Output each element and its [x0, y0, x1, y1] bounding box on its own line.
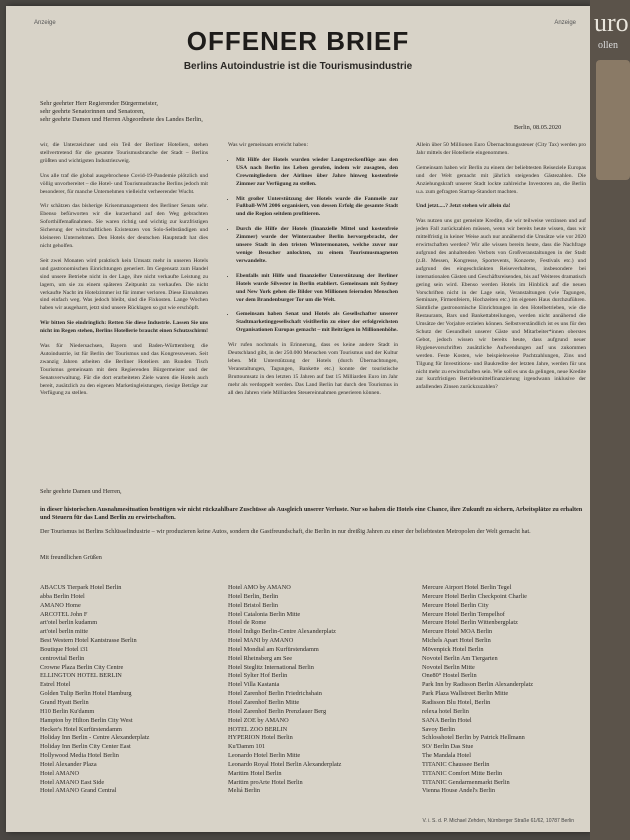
- signatory-hotel: Hotel Bristol Berlin: [228, 601, 279, 609]
- signatory-hotel: Hotel Indigo Berlin-Centre Alexanderplatz: [228, 628, 336, 636]
- newspaper-page: [6, 6, 590, 832]
- signatory-hotel: Hotel Zarenhof Berlin Friedrichshain: [228, 690, 322, 698]
- signatory-hotel: ELLINGTON HOTEL BERLIN: [40, 672, 122, 680]
- signatory-hotel: Vienna House Andel's Berlin: [422, 787, 495, 795]
- signatory-hotel: Boutique Hotel i31: [40, 645, 89, 653]
- signatory-hotel: Mercure Hotel MOA Berlin: [422, 628, 493, 636]
- signatory-hotel: Golden Tulip Berlin Hotel Hamburg: [40, 690, 132, 698]
- adjacent-page-text: uro: [594, 8, 629, 37]
- signatory-hotel: Radisson Blu Hotel, Berlin: [422, 698, 491, 706]
- signatory-hotel: Mercure Airport Hotel Berlin Tegel: [422, 584, 512, 591]
- signatory-hotel: Novotel Berlin Am Tiergarten: [422, 654, 498, 662]
- signatory-hotel: SANA Berlin Hotel: [422, 716, 472, 724]
- achievements-outro: Wir rufen nochmals in Erinnerung, dass es keine andere Stadt in Deutschland gibt, in der 250.000 Menschen vom Tourismus und der Kultur leben. Mit Unterstützung der Hotels (durch Übernachtungen, Veranstaltungen, Tagungen, Bankette etc.) konnte der touristische Bruttoumsatz in den letzten 15 Jahren auf fast 15 Milliarden Euro im Jahr mehr als verdoppelt werden. Das Land Berlin hat durch den Tourismus in all den Jahren viele Milliarden Steuereinnahmen generieren können.: [228, 342, 398, 396]
- signatory-hotel: Mercure Hotel Berlin Wittenbergplatz: [422, 619, 518, 627]
- paragraph: Was für Niedersachsen, Bayern und Baden-Württemberg die Autoindustrie, ist für Berlin der Tourismus und das Kongresswesen. Seit zwanzig Jahren arbeiten die Berliner Hoteliers am Runden Tisch Tourismus gemeinsam mit dem Regierenden Bürgermeister und der Senatsverwaltung. Für die dort erarbeiteten Ziele waren die Hotels auch bereit, zusätzlich zu den eigenen Marketingleistungen, riesige Beträge zur Verfügung zu stellen.: [40, 343, 208, 397]
- signatory-hotel: One80° Hostel Berlin: [422, 672, 477, 680]
- salutation: [40, 100, 203, 125]
- paragraph: Gemeinsam haben wir Berlin zu einem der beliebtesten Reiseziele Europas und der Welt gemacht mit jährlich steigenden Gästezahlen. Die Anziehungskraft unserer Stadt lockte zahlreiche Investoren an, die Berlin u.a. zum gefragten Startup-Standort machten.: [416, 164, 586, 195]
- signatory-hotel: Mövenpick Hotel Berlin: [422, 645, 484, 653]
- paragraph: wir, die Unterzeichner und ein Teil der Berliner Hoteliers, stehen stellvertretend für die gesamte Tourismusbranche der Stadt – Berlins größten und wichtigsten Industriezweig.: [40, 142, 208, 164]
- signatory-hotel: TITANIC Chaussee Berlin: [422, 760, 490, 768]
- letter-subtitle: Berlins Autoindustrie ist die Tourismusindustrie: [183, 61, 413, 72]
- achievements-intro: Was wir gemeinsam erreicht haben:: [228, 142, 309, 148]
- paragraph: Uns alle traf die global ausgebrochene Covid-19-Pandemie plötzlich und völlig unvorbereitet – die Hotel- und Tourismusbranche Berlins jedoch mit besonderer, für manche Unternehmen vielleicht verheerender Wucht.: [40, 172, 208, 195]
- signatory-hotel: TITANIC Comfort Mitte Berlin: [422, 769, 503, 777]
- signatory-hotel: Mercure Hotel Berlin City: [422, 601, 489, 609]
- ad-label-left: Anzeige: [34, 20, 56, 26]
- paragraph: Und jetzt.....? Jetzt stehen wir allein da!: [416, 203, 511, 210]
- imprint: V. i. S. d. P. Michael Zehden, Nürnberger Straße 61/62, 10787 Berlin: [422, 818, 574, 824]
- signatory-hotel: Hotel Zarenhof Berlin Mitte: [228, 698, 300, 706]
- signatory-hotel: SO/ Berlin Das Stue: [422, 743, 474, 751]
- signatory-hotel: ABACUS Tierpark Hotel Berlin: [40, 584, 122, 591]
- signatory-list-2: [228, 584, 341, 796]
- signatory-hotel: Hollywood Media Hotel Berlin: [40, 752, 119, 760]
- signatory-hotel: Ku'Damm 101: [228, 743, 265, 751]
- letter-date: Berlin, 08.05.2020: [514, 124, 562, 131]
- signatory-hotel: ARCOTEL John F: [40, 610, 88, 618]
- signatory-hotel: Hotel AMO by AMANO: [228, 584, 291, 591]
- adjacent-page-word: ollen: [598, 40, 618, 51]
- signatory-hotel: HYPERION Hotel Berlin: [228, 734, 293, 742]
- closing-regards: Mit freundlichen Grüßen: [40, 554, 102, 561]
- salutation-line: Sehr geehrter Herr Regierender Bürgermeister,: [40, 100, 158, 107]
- signatory-hotel: relexa hotel Berlin: [422, 707, 469, 715]
- signatory-hotel: abba Berlin Hotel: [40, 592, 85, 600]
- signatory-hotel: AMANO Home: [40, 601, 81, 609]
- signatory-hotel: Schlosshotel Berlin by Patrick Hellmann: [422, 734, 525, 742]
- signatory-hotel: Hotel Villa Kastania: [228, 681, 280, 689]
- closing-greeting: Sehr geehrte Damen und Herren,: [40, 488, 122, 495]
- text-column-1: [40, 142, 208, 405]
- signatory-hotel: Hotel Sylter Hof Berlin: [228, 672, 288, 680]
- signatory-list-1: [40, 584, 149, 796]
- signatory-hotel: Hotel AMANO Grand Central: [40, 787, 117, 795]
- signatory-hotel: Hotel ZOE by AMANO: [228, 716, 289, 724]
- signatory-list-3: [422, 584, 533, 796]
- paragraph: Was nutzen uns gut gemeinte Kredite, die wir teilweise verzinsen und auf jeden Fall zurückzahlen müssen, wenn wir bereits heute wissen, dass wir mittelfristig in keiner Weise auch nur annähernd die Umsätze wie vor 2020 erwirtschaften werden? Wir alle wissen bereits heute, dass die Nachfrage aufgrund des anhaltenden Verbots von Großveranstaltungen in der Stadt (z.B. Messen, Kongresse, Sportevents, Konzerte, Festivals etc.) und aufgrund des eingeschränkten Reiseverhaltens, insbesondere bei internationalen Gästen und Geschäftsreisenden, bis auf Weiteres dramatisch gering sein wird. Ebenso werden Hotels im Hinblick auf die neuen Vorschriften nicht in der Lage sein, Veranstaltungen (wie Tagungen, Seminare, Firmenfeiern, Hochzeiten etc.) im eigenen Haus durchzuführen. Sämtliche gastronomische Einrichtungen in den Hotelbetrieben, wie die Restaurants, Bars und Bankettabteilungen, werden nicht annähernd die Umsätze der Vorjahre erzielen können. Selbstverständlich ist es uns für den Schutz der Gesundheit unserer Gäste und Mitarbeiter*innen oberstes Gebot, jedoch wissen wir bereits heute, dass aufgrund neuer Hygienevorschriften zusätzliche Aufwendungen auf uns zukommen werden. Feste Kosten, wie beispielsweise Pachtzahlungen, Zins und Tilgung für Investitions- und Baukredite der letzten Jahre, werden für uns nicht mehr zu erwirtschaften sein. Wie soll es uns da gelingen, neue Kredite zur kurzfristigen Betriebsmittelfinanzierung irgendwann inklusive der anfallenden Zinsen zurückzuzahlen?: [416, 218, 586, 391]
- signatory-hotel: Hotel Catalonia Berlin Mitte: [228, 610, 301, 618]
- signatory-hotel: Holiday Inn Berlin City Center East: [40, 743, 131, 751]
- signatory-hotel: Hotel MANI by AMANO: [228, 637, 294, 645]
- achievement-item: • Durch die Hilfe der Hotels (finanzielle Mittel und kostenfreie Zimmer) wurde der Winterzauber Berlin hervorgebracht, der unsere Stadt in den tristen Wintermonaten, welche zuvor nur wenige Besucher anlockten, zu einem Tourismusmagneten verwandelte.: [236, 226, 398, 266]
- signatory-hotel: Park Plaza Wallstreet Berlin Mitte: [422, 690, 509, 698]
- signatory-hotel: Park Inn by Radisson Berlin Alexanderplatz: [422, 681, 534, 689]
- signatory-hotel: Grand Hyatt Berlin: [40, 698, 89, 706]
- signatory-hotel: Holiday Inn Berlin - Centre Alexanderplatz: [40, 734, 150, 742]
- signatory-hotel: The Mandala Hotel: [422, 752, 471, 760]
- signatory-hotel: Hotel Mondial am Kurfürstendamm: [228, 645, 319, 653]
- paragraph: Wir bitten Sie eindringlich: Retten Sie diese Industrie. Lassen Sie uns nicht im Regen stehen, Berlins Hotellerie braucht einen Schutzschirm!: [40, 320, 208, 335]
- paragraph: Wir schätzen das bisherige Krisenmanagement des Berliner Senats sehr. Ebenso befürworten wir die kurzerhand auf den Weg gebrachten Soforthilfemaßnahmen. Sie waren richtig und wichtig zur kurzfristigen Sicherung der wirtschaftlichen Existenzen von Solo-Selbständigen und kleineren Unternehmen. Den Hotels der deutschen Hauptstadt hat dies nicht geholfen.: [40, 203, 208, 249]
- signatory-hotel: Maritim proArte Hotel Berlin: [228, 778, 303, 786]
- signatory-hotel: Mercure Hotel Berlin Checkpoint Charlie: [422, 592, 527, 600]
- closing-demand: in dieser historischen Ausnahmesituation benötigen wir nicht rückzahlbare Zuschüsse als Ausgleich unserer Verluste. Nur so haben die Hotels eine Chance, ihre Zukunft zu sichern, Arbeitsplätze zu erhalten und Steuern für das Land Berlin zu erwirtschaften.: [40, 506, 583, 522]
- signatory-hotel: H10 Berlin Ku'damm: [40, 707, 95, 715]
- signatory-hotel: Savoy Berlin: [422, 725, 456, 733]
- signatory-hotel: Hotel AMANO East Side: [40, 778, 105, 786]
- signatory-hotel: Best Western Hotel Kantstrasse Berlin: [40, 637, 137, 645]
- achievements-list: [228, 157, 398, 335]
- ad-label-right: Anzeige: [554, 20, 576, 26]
- salutation-line: sehr geehrte Damen und Herren Abgeordnete des Landes Berlin,: [40, 116, 203, 124]
- signatory-hotel: Leonardo Hotel Berlin Mitte: [228, 752, 301, 760]
- signatory-hotel: Hotel de Rome: [228, 619, 267, 627]
- achievement-item: • Gemeinsam haben Senat und Hotels als Gesellschafter unserer Stadtmarketinggesellschaft visitBerlin zu einer der erfolgreichsten Organisationen Europas gemacht – mit Beiträgen in Millionenhöhe.: [236, 311, 398, 335]
- signatory-hotel: Mercure Hotel Berlin Tempelhof: [422, 610, 505, 618]
- closing-statement: Der Tourismus ist Berlins Schlüsselindustrie – wir produzieren keine Autos, sondern die Gastfreundschaft, die Berlin in nur dreißig Jahren zu einer der beliebtesten Metropolen der Welt gemacht hat.: [40, 528, 531, 535]
- signatory-hotel: Meliá Berlin: [228, 787, 261, 795]
- signatory-hotel: Michels Apart Hotel Berlin: [422, 637, 491, 645]
- achievement-item: • Mit Hilfe der Hotels wurden wieder Langstreckenflüge aus den USA nach Berlin ins Leben gerufen, indem wir zusagten, den Crewmitgliedern der Airlines über Jahre hinweg kostenfreie Zimmer zur Verfügung zu stellen.: [236, 157, 398, 189]
- signatory-hotel: Hotel Rheinsberg am See: [228, 654, 293, 662]
- signatory-hotel: Maritim Hotel Berlin: [228, 769, 282, 777]
- signatory-hotel: Hecker's Hotel Kurfürstendamm: [40, 725, 122, 733]
- signatory-hotel: Estrel Hotel: [40, 681, 71, 689]
- signatory-hotel: Leonardo Royal Hotel Berlin Alexanderplatz: [228, 760, 342, 768]
- signatory-hotel: Crowne Plaza Berlin City Centre: [40, 663, 124, 671]
- signatory-hotel: Hampton by Hilton Berlin City West: [40, 716, 133, 724]
- adjacent-page-photo: [596, 60, 630, 180]
- signatory-hotel: Hotel Zarenhof Berlin Prenzlauer Berg: [228, 707, 327, 715]
- signatory-hotel: Hotel AMANO: [40, 769, 80, 777]
- signatory-hotel: Hotel Berlin, Berlin: [228, 592, 279, 600]
- signatory-hotel: art'otel berlin mitte: [40, 628, 88, 636]
- adjacent-page-edge: [590, 0, 630, 840]
- signatory-hotel: TITANIC Gendarmenmarkt Berlin: [422, 778, 510, 786]
- achievement-item: • Mit großer Unterstützung der Hotels wurde die Fanmeile zur Fußball-WM 2006 organisiert, von dessen Erfolg die gesamte Stadt und die Region seitdem profitieren.: [236, 196, 398, 220]
- signatory-hotel: Hotel Alexander Plaza: [40, 760, 97, 768]
- salutation-line: sehr geehrte Senatorinnen und Senatoren,: [40, 108, 145, 116]
- signatory-hotel: Novotel Berlin Mitte: [422, 663, 475, 671]
- paragraph: Allein über 50 Millionen Euro Übernachtungssteuer (City Tax) werden pro Jahr mittels der Hotellerie eingenommen.: [416, 142, 586, 156]
- signatory-hotel: HOTEL ZOO BERLIN: [228, 725, 288, 733]
- signatory-hotel: centrovital Berlin: [40, 654, 85, 662]
- letter-title: OFFENER BRIEF: [186, 26, 410, 56]
- signatory-hotel: Hotel Steglitz International Berlin: [228, 663, 314, 671]
- text-column-2: [228, 142, 398, 404]
- paragraph: Seit zwei Monaten wird praktisch kein Umsatz mehr in unseren Hotels und gastronomischen Einrichtungen generiert. Im Gegensatz zum Handel sind unsere Betriebe nicht in der Lage, ihre nicht verkaufte Leistung zu lagern, um sie zu einem späteren Zeitpunkt zu verkaufen. Die nicht verkaufte Nacht im Hotelzimmer ist für immer verloren. Diese Einnahmen sind einfach weg. Was jedoch bleibt, sind die Fixkosten. Lange Wochen haben wir ausgeharrt, jetzt sind unsere Rücklagen so gut wie erschöpft.: [40, 257, 208, 312]
- text-column-3: [416, 142, 586, 399]
- achievement-item: • Ebenfalls mit Hilfe und finanzieller Unterstützung der Berliner Hotels wurde Silvester in Berlin etabliert. Gemeinsam mit Sydney und New York gehen die Bilder von Millionen feiernden Menschen vor dem Brandenburger Tor um die Welt.: [236, 273, 398, 305]
- signatory-hotel: art'otel berlin kudamm: [40, 619, 98, 627]
